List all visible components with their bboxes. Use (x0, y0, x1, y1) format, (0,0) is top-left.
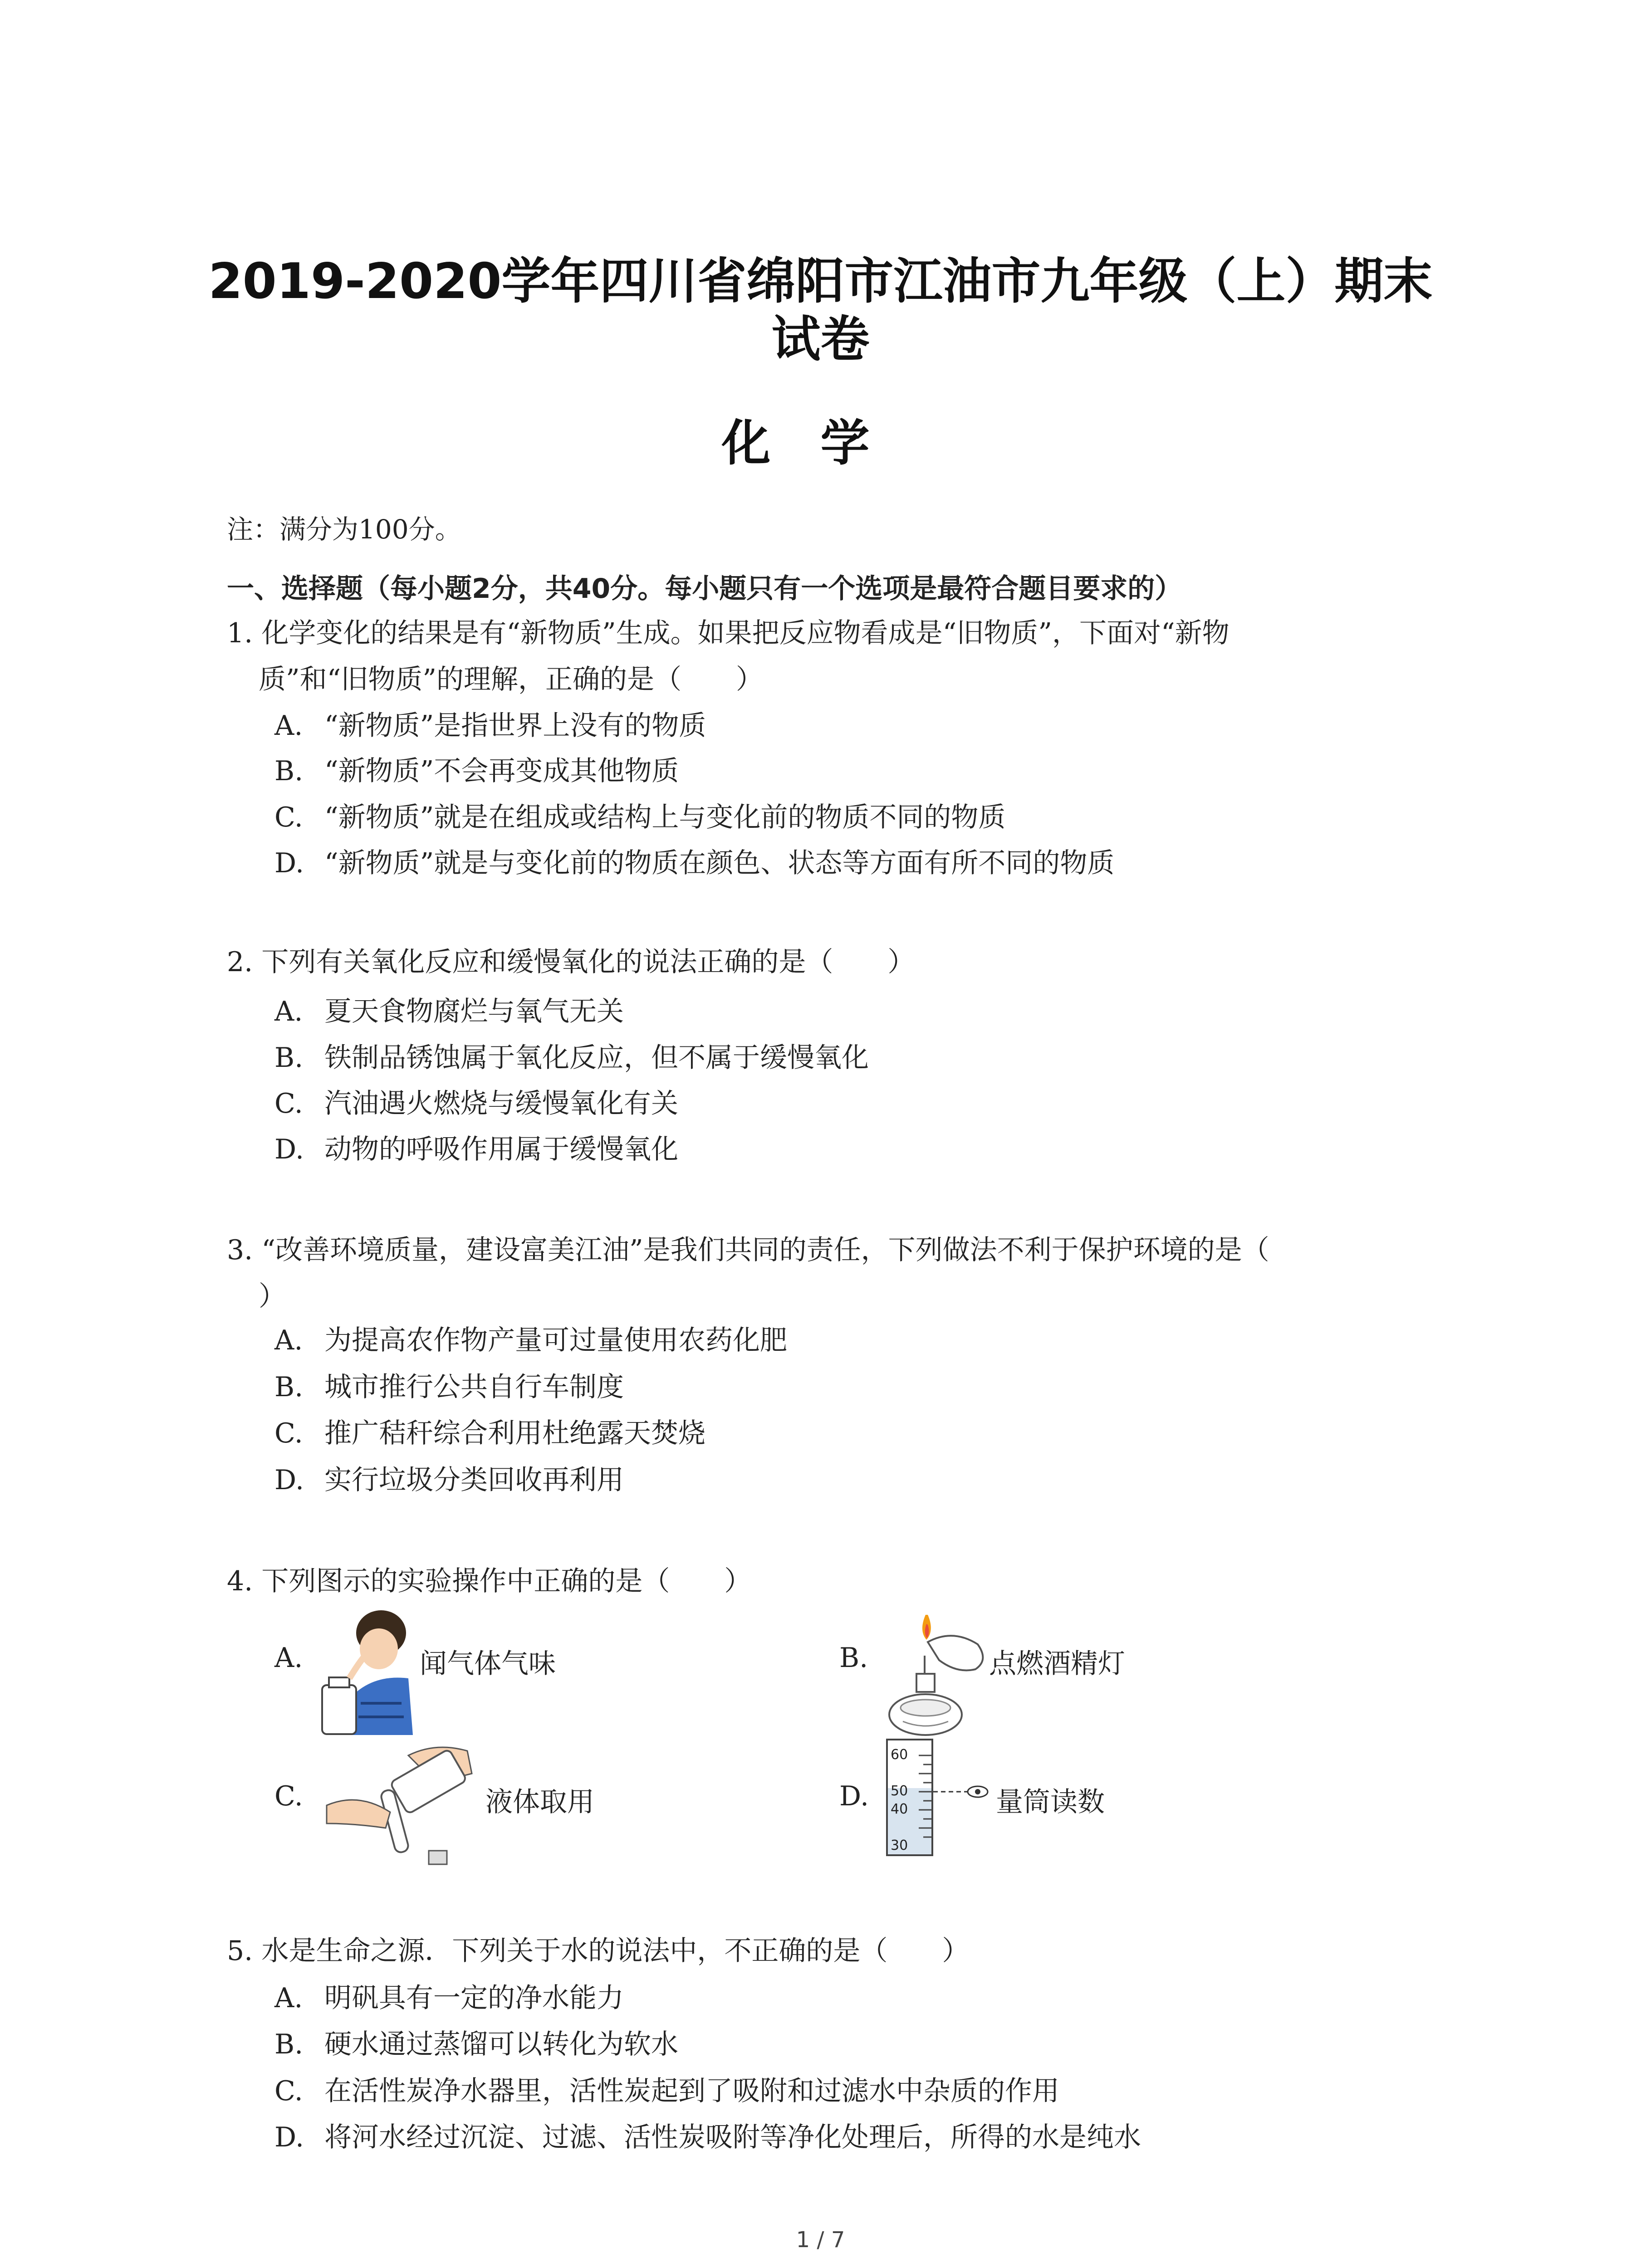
question-4-option-d-caption: 量筒读数 (996, 1786, 1105, 1818)
liquid-pouring-icon (318, 1737, 481, 1873)
option-text: 夏天食物腐烂与氧气无关 (324, 996, 624, 1027)
option-letter: A. (274, 1982, 303, 2014)
question-4-stem-line1: 4. 下列图示的实验操作中正确的是（ ） (227, 1565, 752, 1597)
question-5-option-d[interactable] (274, 2115, 1141, 2160)
option-text: 铁制品锈蚀属于氧化反应，但不属于缓慢氧化 (324, 1042, 869, 1074)
question-2-option-c[interactable] (274, 1081, 678, 1126)
option-letter: C. (274, 1088, 303, 1119)
option-letter: B. (274, 755, 304, 787)
cylinder-tick-label: 50 (891, 1783, 908, 1799)
question-1 (227, 610, 1452, 703)
option-letter: C. (274, 2075, 303, 2107)
option-letter: C. (274, 1418, 303, 1449)
option-text: 推广秸秆综合利用杜绝露天焚烧 (324, 1418, 705, 1449)
question-3-stem-line1: 3. “改善环境质量，建设富美江油”是我们共同的责任，下列做法不利于保护环境的是（ (227, 1234, 1269, 1266)
question-2-stem-line1: 2. 下列有关氧化反应和缓慢氧化的说法正确的是（ ） (227, 946, 915, 978)
question-5-stem-line1: 5. 水是生命之源．下列关于水的说法中，不正确的是（ ） (227, 1935, 970, 1967)
question-3-option-d[interactable] (274, 1457, 624, 1503)
question-5-option-a[interactable] (274, 1975, 624, 2021)
smelling-gas-illustration[interactable] (318, 1606, 417, 1735)
question-1-option-c[interactable] (274, 795, 1005, 840)
option-text: “新物质”就是在组成或结构上与变化前的物质不同的物质 (324, 802, 1006, 833)
question-3-stem-line2: ） (259, 1281, 286, 1312)
question-1-option-d[interactable] (274, 841, 1114, 886)
subject-title: 化学 (721, 415, 920, 472)
question-3-option-b[interactable] (274, 1364, 624, 1410)
option-letter: B. (274, 1371, 304, 1403)
question-4-option-c-caption: 液体取用 (485, 1786, 594, 1818)
option-text: 将河水经过沉淀、过滤、活性炭吸附等净化处理后，所得的水是纯水 (324, 2121, 1141, 2153)
question-5-option-c[interactable] (274, 2068, 1059, 2114)
cylinder-tick-label: 30 (891, 1838, 908, 1853)
alcohol-lamp-icon (885, 1606, 994, 1742)
question-4-option-d-letter: D. (839, 1780, 869, 1812)
question-2-option-b[interactable] (274, 1035, 869, 1080)
question-4-option-b-letter: B. (839, 1642, 868, 1674)
option-text: 动物的呼吸作用属于缓慢氧化 (324, 1134, 678, 1165)
question-2-option-d[interactable] (274, 1127, 678, 1172)
question-1-option-b[interactable] (274, 748, 679, 794)
question-4-option-b-caption: 点燃酒精灯 (989, 1648, 1125, 1680)
option-text: “新物质”就是与变化前的物质在颜色、状态等方面有所不同的物质 (324, 847, 1115, 879)
option-text: 汽油遇火燃烧与缓慢氧化有关 (324, 1088, 678, 1119)
option-text: 城市推行公共自行车制度 (324, 1371, 624, 1403)
option-letter: A. (274, 1325, 303, 1356)
option-letter: B. (274, 1042, 304, 1074)
option-text: “新物质”不会再变成其他物质 (324, 755, 679, 787)
score-note: 注：满分为100分。 (227, 514, 461, 545)
option-text: 实行垃圾分类回收再利用 (324, 1464, 624, 1496)
question-3-option-c[interactable] (274, 1411, 705, 1456)
question-4-option-c-letter: C. (274, 1780, 303, 1812)
question-4-option-a-caption: 闻气体气味 (420, 1648, 556, 1680)
section-title: 一、选择题（每小题2分，共40分。每小题只有一个选项是最符合题目要求的） (227, 573, 1182, 605)
exam-title-line1: 2019-2020学年四川省绵阳市江油市九年级（上）期末 (208, 253, 1433, 310)
option-letter: A. (274, 710, 303, 742)
cylinder-tick-label: 60 (891, 1747, 908, 1763)
option-letter: C. (274, 802, 303, 833)
option-letter: D. (274, 847, 304, 879)
option-text: “新物质”是指世界上没有的物质 (324, 710, 706, 742)
question-5 (227, 1928, 1452, 1974)
option-letter: D. (274, 1464, 304, 1496)
question-4 (227, 1558, 1452, 1604)
question-1-stem-line2: 质”和“旧物质”的理解，正确的是（ ） (259, 664, 764, 695)
option-letter: D. (274, 1134, 304, 1165)
option-text: 硬水通过蒸馏可以转化为软水 (324, 2028, 678, 2060)
option-text: 在活性炭净水器里，活性炭起到了吸附和过滤水中杂质的作用 (324, 2075, 1059, 2107)
page-indicator: 1 / 7 (796, 2227, 845, 2253)
option-text: 为提高农作物产量可过量使用农药化肥 (324, 1325, 787, 1356)
graduated-cylinder-icon (882, 1737, 996, 1860)
question-3 (227, 1227, 1474, 1320)
exam-title-line2: 试卷 (771, 311, 870, 368)
question-1-option-a[interactable] (274, 703, 706, 748)
alcohol-lamp-illustration[interactable] (885, 1606, 994, 1742)
liquid-pouring-illustration[interactable] (318, 1737, 481, 1873)
option-letter: B. (274, 2028, 304, 2060)
question-5-option-b[interactable] (274, 2022, 678, 2067)
option-letter: A. (274, 996, 303, 1027)
question-3-option-a[interactable] (274, 1318, 787, 1363)
question-4-option-a-letter: A. (274, 1642, 303, 1674)
option-text: 明矾具有一定的净水能力 (324, 1982, 624, 2014)
question-2-option-a[interactable] (274, 989, 624, 1034)
question-2 (227, 939, 1452, 985)
cylinder-reading-illustration[interactable] (882, 1737, 996, 1860)
question-1-stem-line1: 1. 化学变化的结果是有“新物质”生成。如果把反应物看成是“旧物质”，下面对“新物 (227, 617, 1230, 649)
smelling-gas-icon (318, 1606, 417, 1735)
cylinder-tick-label: 40 (891, 1801, 908, 1817)
option-letter: D. (274, 2121, 304, 2153)
